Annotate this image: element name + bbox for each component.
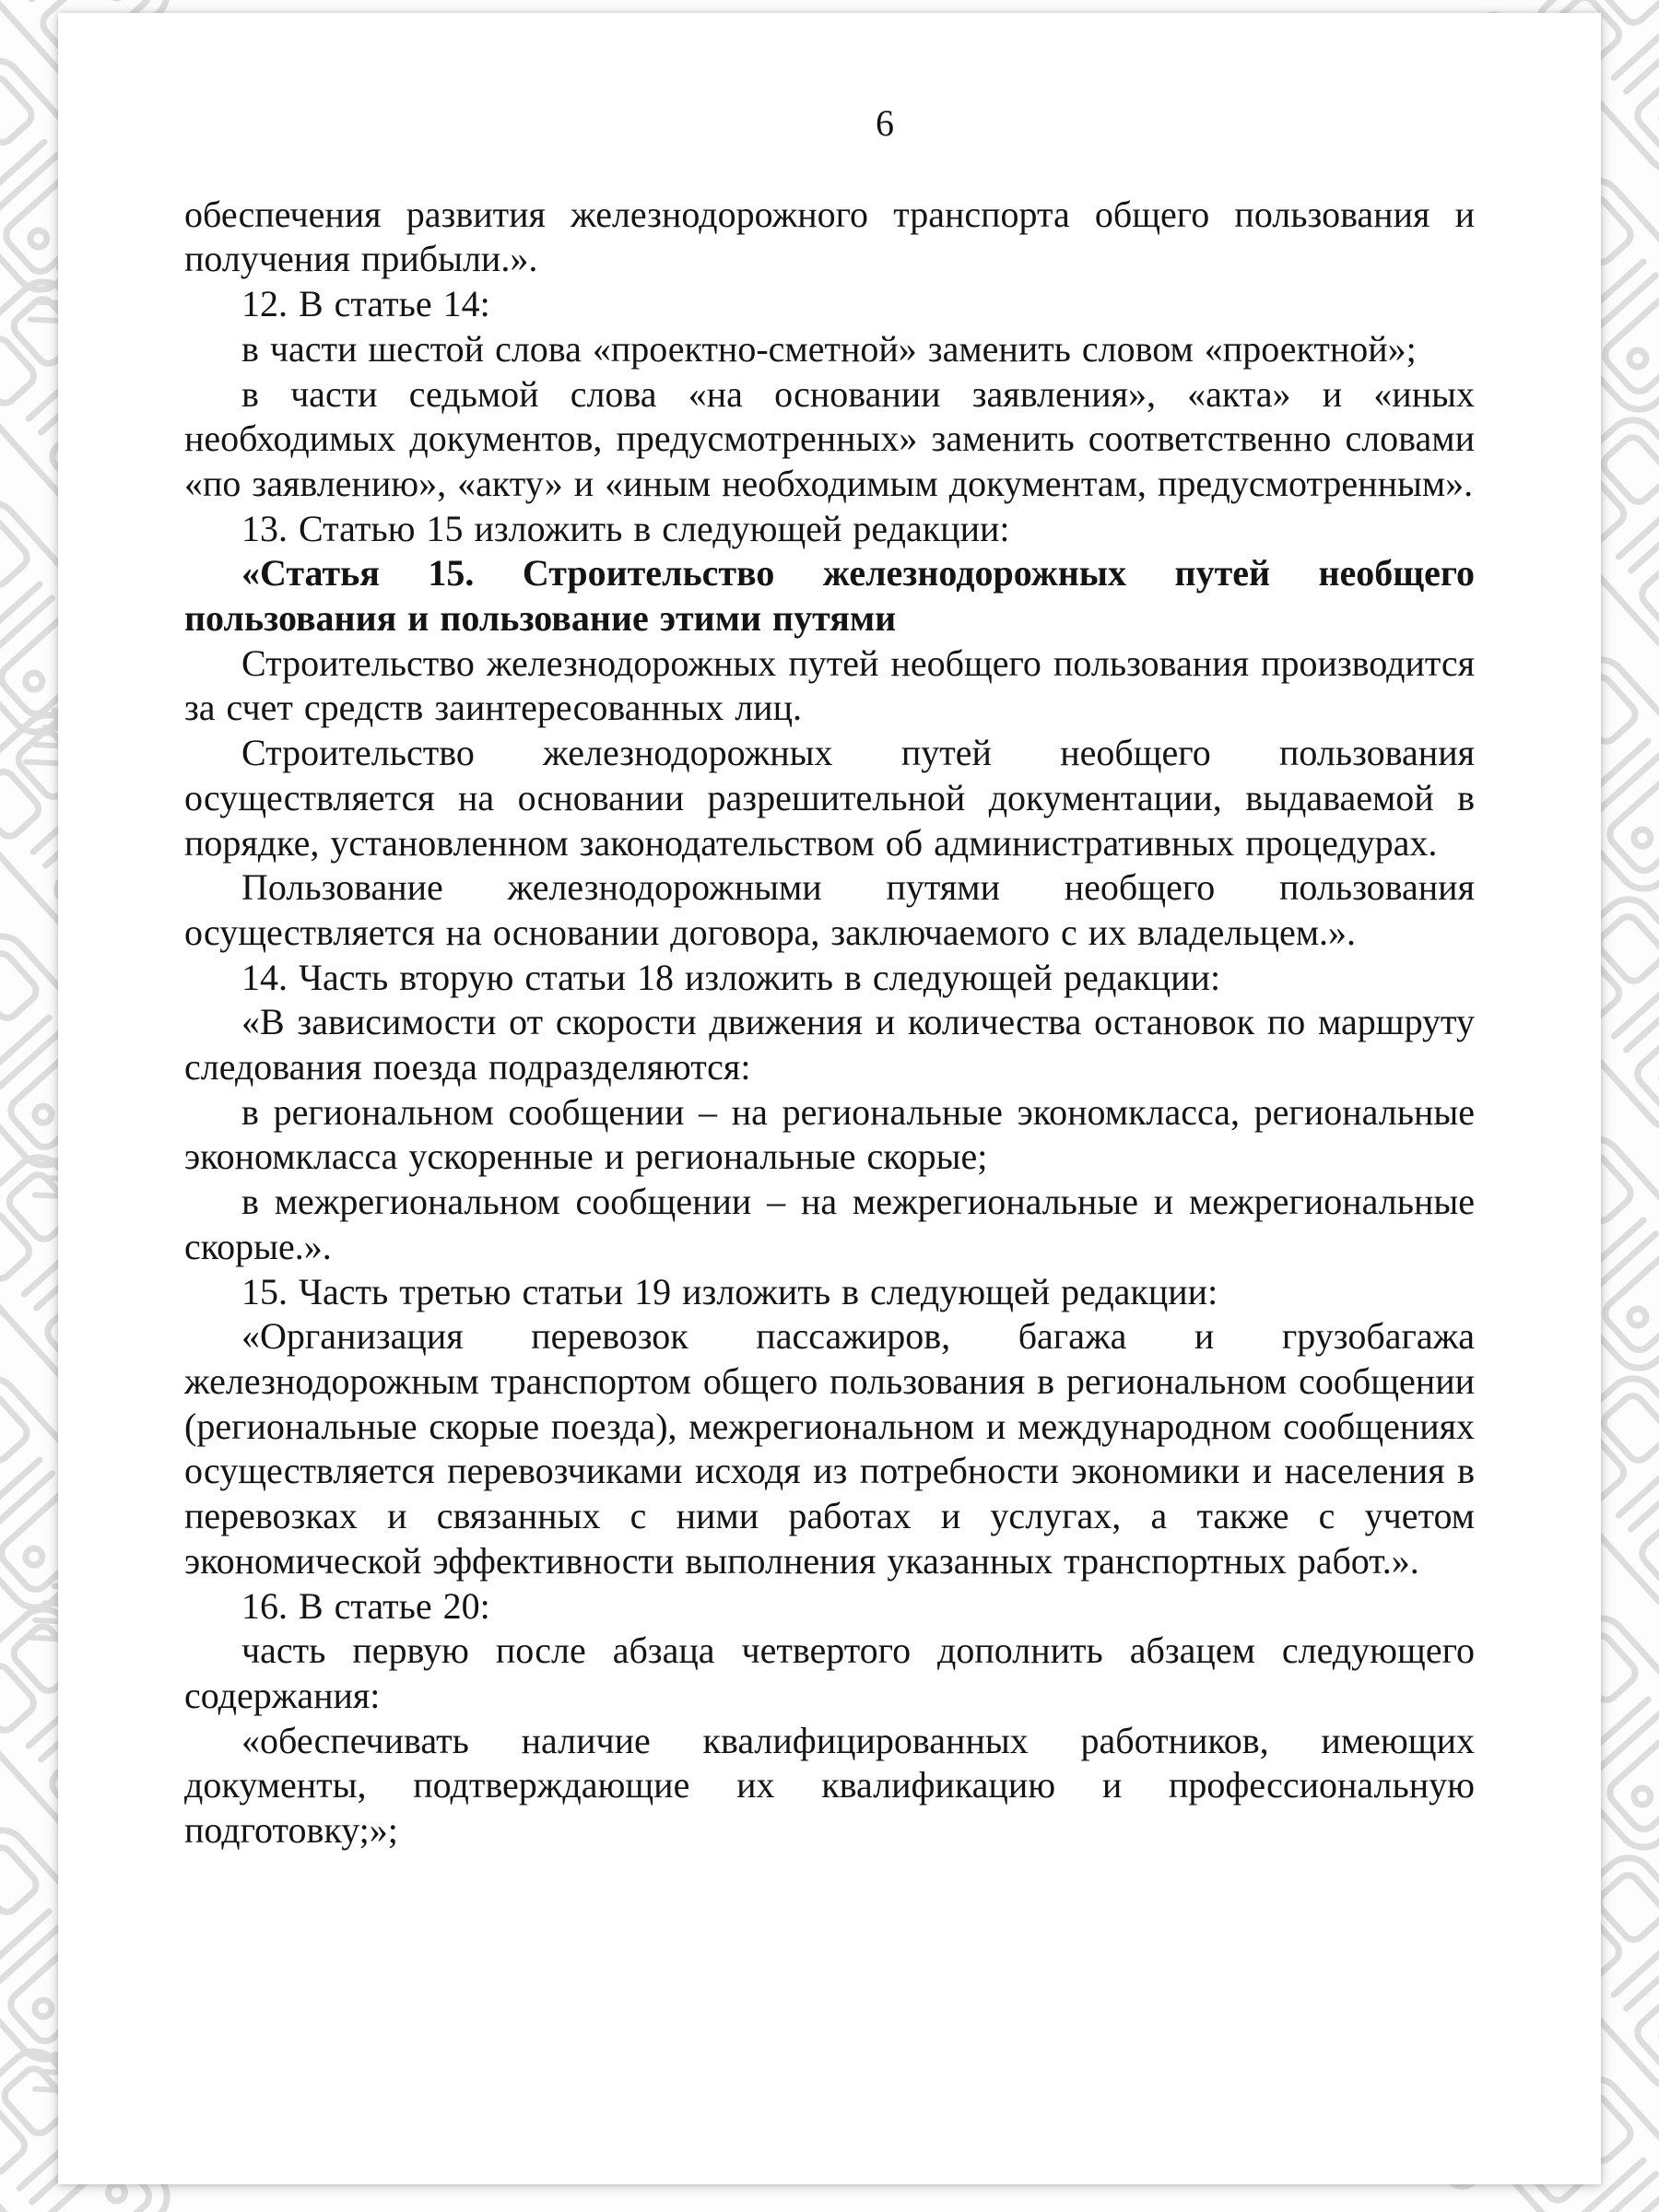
paragraph: 16. В статье 20: — [241, 1584, 490, 1627]
paragraph: Строительство железнодорожных путей необщего пользования осуществляется на основании разрешительной документации, выдаваемой в порядке, установленном законодательством об административных процедурах. — [184, 732, 1475, 864]
paragraph: «В зависимости от скорости движения и количества остановок по маршруту следования поезда подразделяются: — [184, 1001, 1475, 1088]
paragraph: Строительство железнодорожных путей необщего пользования производится за счет средств заинтересованных лиц. — [184, 641, 1475, 729]
paragraph: «Организация перевозок пассажиров, багажа и грузобагажа железнодорожным транспортом общего пользования в региональном сообщении (региональные скорые поезда), межрегиональном и международном сообщениях осуществляется перевозчиками исходя из потребности экономики и населения в перевозках и связанных с ними работах и услугах, а также с учетом экономической эффективности выполнения указанных транспортных работ.». — [184, 1315, 1475, 1582]
paragraph: 15. Часть третью статьи 19 изложить в следующей редакции: — [241, 1270, 1218, 1312]
paragraph: 12. В статье 14: — [241, 283, 490, 325]
paragraph: в части седьмой слова «на основании заявления», «акта» и «иных необходимых документов, предусмотренных» заменить соответственно словами «по заявлению», «акту» и «иным необходимым документам, предусмотренным». — [184, 372, 1475, 504]
paragraph: в межрегиональном сообщении – на межрегиональные и межрегиональные скорые.». — [184, 1181, 1475, 1267]
paragraph: «обеспечивать наличие квалифицированных работников, имеющих документы, подтверждающие их квалификацию и профессиональную подготовку;»; — [184, 1719, 1475, 1852]
page-number: 6 — [876, 102, 894, 144]
paragraph: в части шестой слова «проектно-сметной» заменить словом «проектной»; — [241, 327, 1417, 370]
paragraph: в региональном сообщении – на региональные экономкласса, региональные экономкласса ускоренные и региональные скорые; — [184, 1090, 1475, 1178]
document-body — [184, 193, 1475, 1853]
paragraph: Пользование железнодорожными путями необщего пользования осуществляется на основании договора, заключаемого с их владельцем.». — [184, 866, 1475, 953]
document-page — [58, 13, 1601, 2184]
paragraph: часть первую после абзаца четвертого дополнить абзацем следующего содержания: — [184, 1630, 1475, 1716]
paragraph: 14. Часть вторую статьи 18 изложить в следующей редакции: — [241, 956, 1221, 998]
paragraph: 13. Статью 15 изложить в следующей редакции: — [241, 507, 1010, 549]
article-heading: «Статья 15. Строительство железнодорожных путей необщего пользования и пользование этими путями — [184, 552, 1475, 640]
paragraph: обеспечения развития железнодорожного транспорта общего пользования и получения прибыли.». — [184, 193, 1475, 280]
document-content — [58, 101, 1601, 1853]
